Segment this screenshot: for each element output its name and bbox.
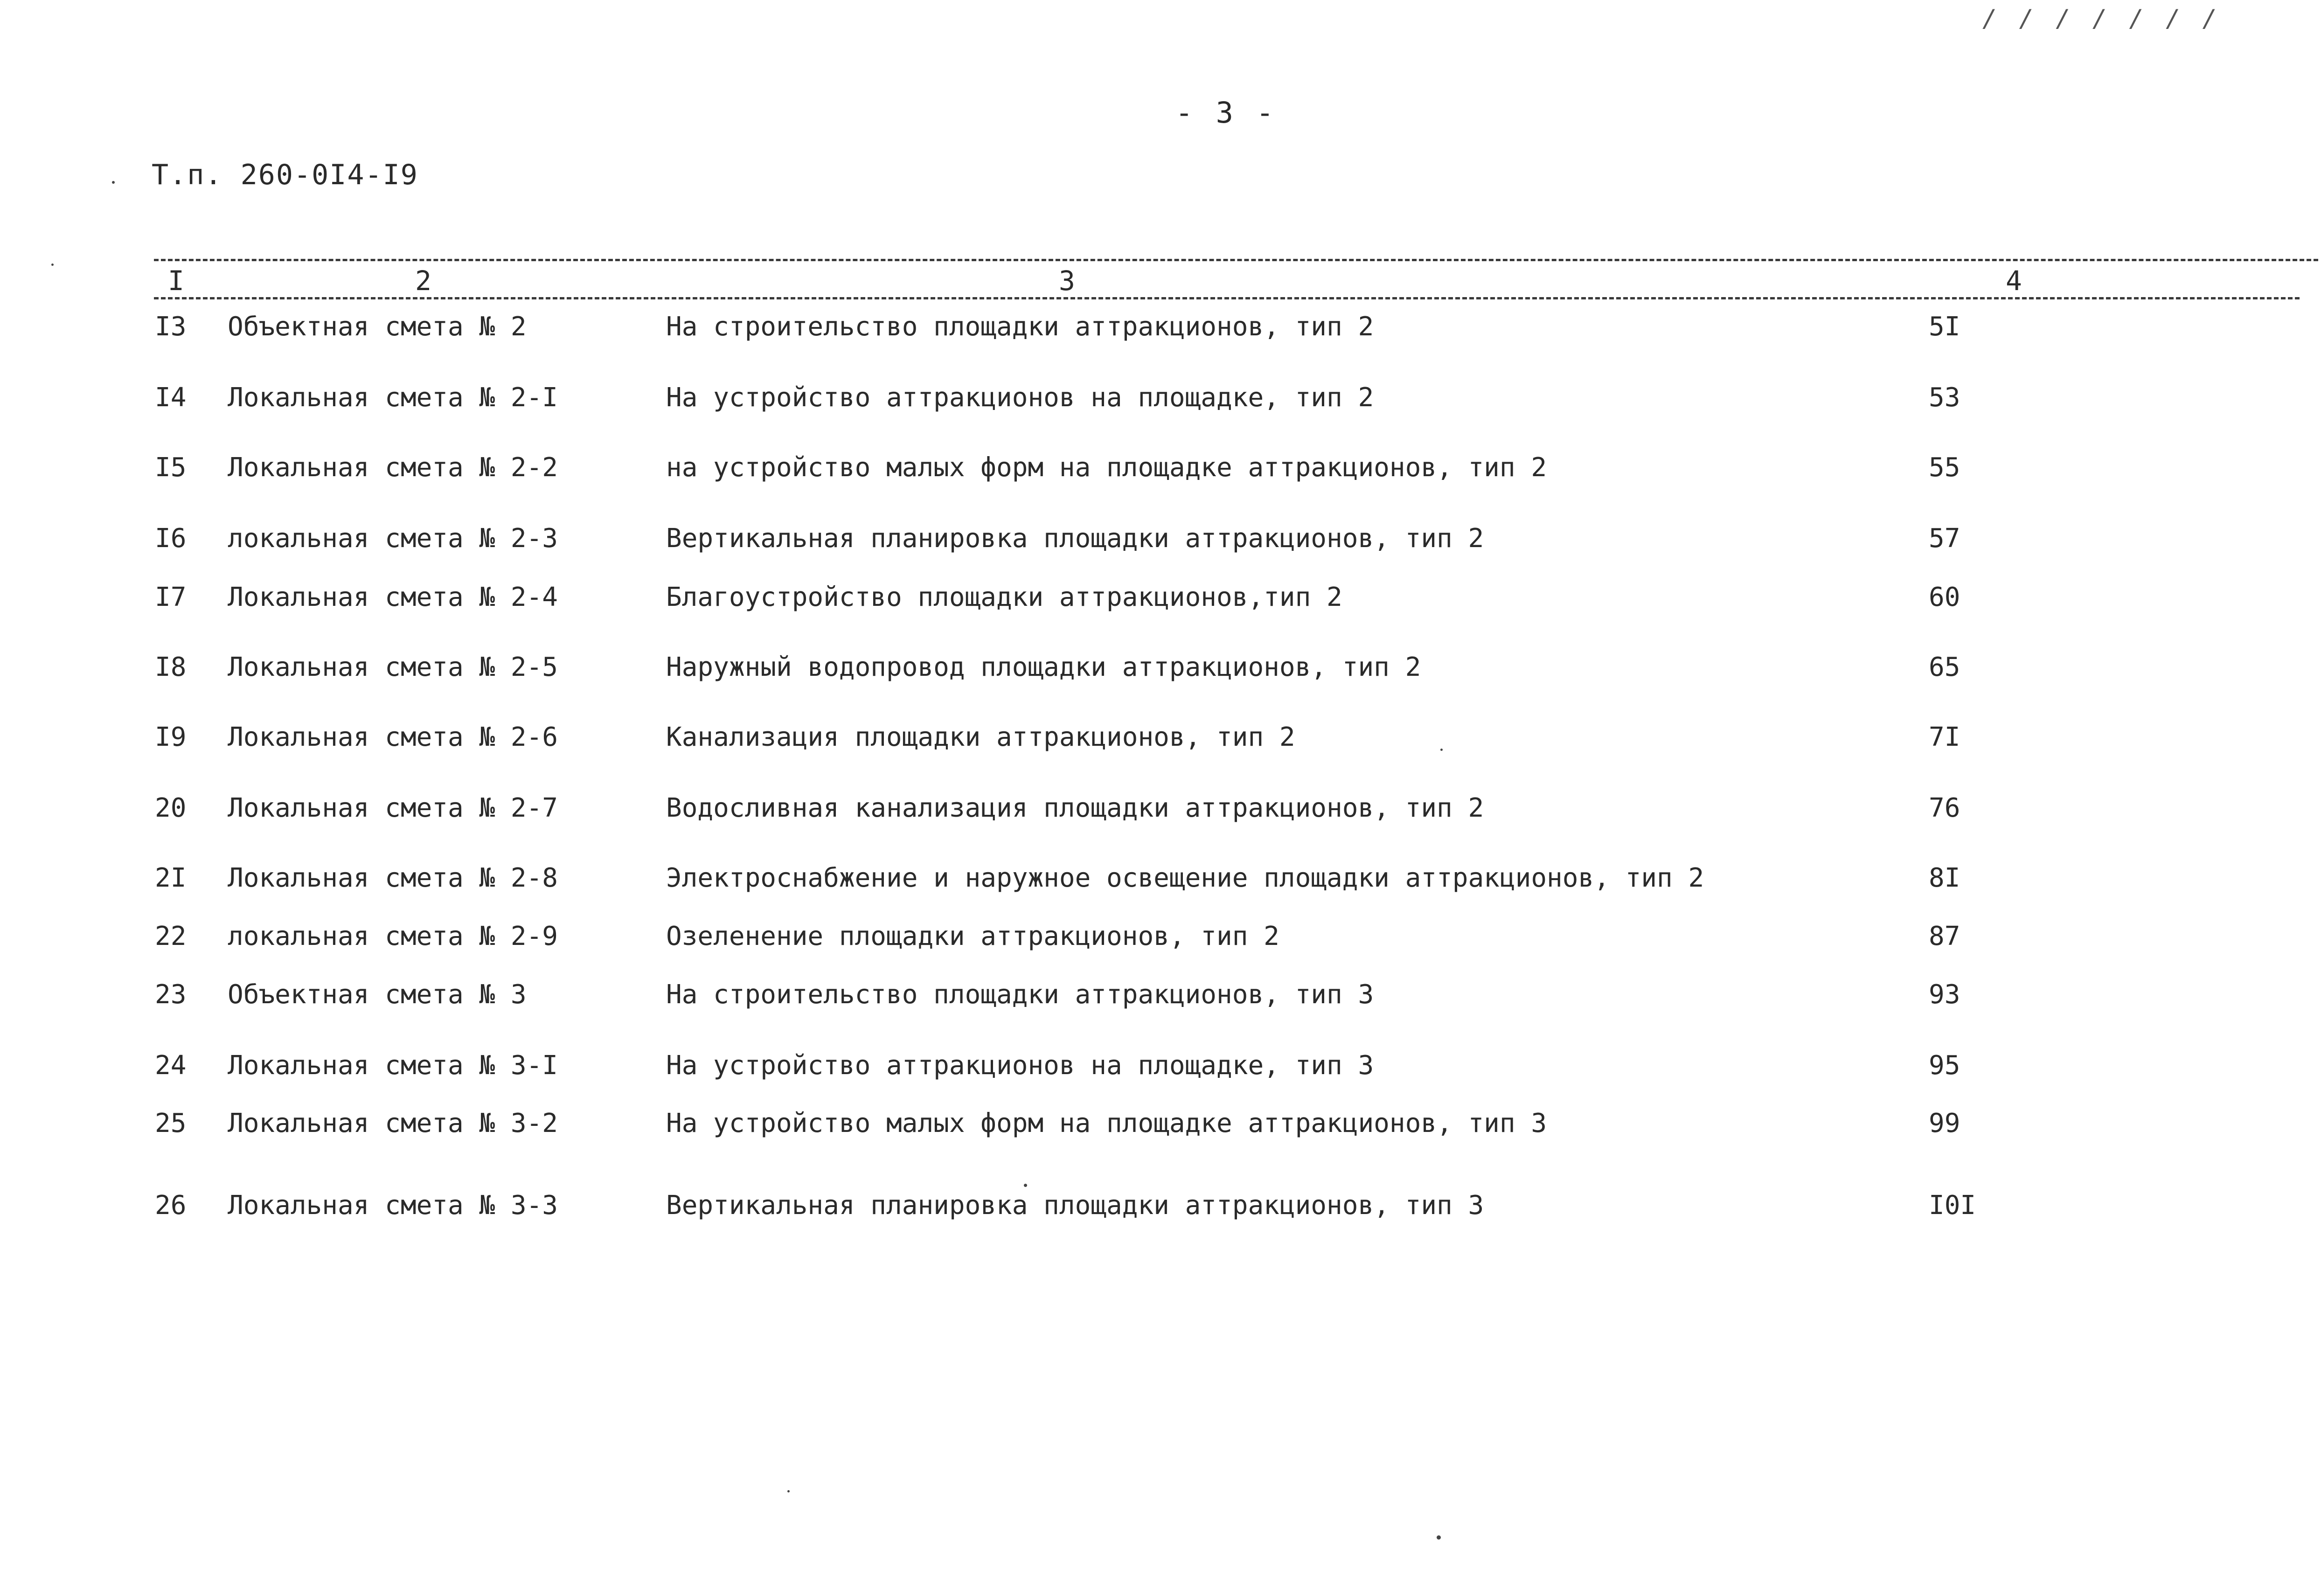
header-dash-line-top: [154, 259, 2318, 261]
table-row: [0, 652, 2321, 689]
row-number: I5: [155, 452, 187, 483]
column-header-1: I: [168, 265, 184, 297]
page-ref: 65: [1929, 652, 1960, 682]
estimate-description: На строительство площадки аттракционов, тип 3: [666, 979, 1374, 1010]
page-ref: 99: [1929, 1108, 1960, 1138]
scan-speck: [787, 1490, 790, 1492]
table-row: [0, 382, 2321, 420]
row-number: I6: [155, 523, 187, 554]
table-row: [0, 452, 2321, 490]
page-ref: 53: [1929, 382, 1960, 413]
page-ref: 5I: [1929, 312, 1960, 342]
table-row: [0, 1108, 2321, 1145]
estimate-type: Объектная смета № 3: [228, 979, 527, 1010]
estimate-type: Локальная смета № 3-3: [228, 1190, 558, 1221]
estimate-description: Канализация площадки аттракционов, тип 2: [666, 722, 1295, 752]
table-row: [0, 793, 2321, 830]
estimate-description: на устройство малых форм на площадке аттракционов, тип 2: [666, 452, 1547, 483]
column-header-4: 4: [2006, 265, 2022, 297]
scan-speck: [51, 264, 54, 266]
scan-speck: [1440, 749, 1443, 751]
row-number: I9: [155, 722, 187, 752]
estimate-type: Локальная смета № 2-6: [228, 722, 558, 752]
page-ref: 7I: [1929, 722, 1960, 752]
row-number: 26: [155, 1190, 187, 1221]
row-number: 23: [155, 979, 187, 1010]
page-ref: 95: [1929, 1050, 1960, 1081]
row-number: 2I: [155, 863, 187, 893]
page-ref: 87: [1929, 921, 1960, 951]
row-number: I8: [155, 652, 187, 682]
estimate-description: На устройство аттракционов на площадке, тип 3: [666, 1050, 1374, 1081]
table-row: [0, 921, 2321, 958]
header-dash-line-bottom: [154, 297, 2300, 299]
page-ref: 8I: [1929, 863, 1960, 893]
estimate-description: Вертикальная планировка площадки аттракционов, тип 3: [666, 1190, 1484, 1221]
row-number: I4: [155, 382, 187, 413]
table-row: [0, 863, 2321, 900]
estimate-description: На устройство малых форм на площадке аттракционов, тип 3: [666, 1108, 1547, 1138]
page-ref: 55: [1929, 452, 1960, 483]
row-number: I7: [155, 582, 187, 612]
table-row: [0, 1050, 2321, 1088]
page-ref: 60: [1929, 582, 1960, 612]
estimate-type: Локальная смета № 3-I: [228, 1050, 558, 1081]
column-header-3: 3: [1059, 265, 1075, 297]
estimate-type: Локальная смета № 2-5: [228, 652, 558, 682]
estimate-type: Локальная смета № 2-7: [228, 793, 558, 823]
corner-mark: / / / / / / /: [1982, 5, 2221, 33]
column-header-2: 2: [415, 265, 431, 297]
estimate-type: локальная смета № 2-3: [228, 523, 558, 554]
row-number: 24: [155, 1050, 187, 1081]
estimate-type: Локальная смета № 2-4: [228, 582, 558, 612]
page-ref: 76: [1929, 793, 1960, 823]
estimate-type: Локальная смета № 3-2: [228, 1108, 558, 1138]
table-row: [0, 1190, 2321, 1228]
estimate-description: Водосливная канализация площадки аттракционов, тип 2: [666, 793, 1484, 823]
estimate-type: локальная смета № 2-9: [228, 921, 558, 951]
table-row: [0, 582, 2321, 619]
row-number: 22: [155, 921, 187, 951]
page-ref: I0I: [1929, 1190, 1976, 1221]
estimate-type: Локальная смета № 2-I: [228, 382, 558, 413]
scan-speck: [1437, 1535, 1441, 1540]
estimate-description: На строительство площадки аттракционов, тип 2: [666, 312, 1374, 342]
estimate-description: Вертикальная планировка площадки аттракционов, тип 2: [666, 523, 1484, 554]
scan-speck: [112, 181, 115, 184]
table-row: [0, 523, 2321, 561]
page-number: - 3 -: [1175, 96, 1277, 130]
estimate-description: Электроснабжение и наружное освещение площадки аттракционов, тип 2: [666, 863, 1704, 893]
estimate-type: Объектная смета № 2: [228, 312, 527, 342]
estimate-type: Локальная смета № 2-8: [228, 863, 558, 893]
table-row: [0, 722, 2321, 759]
row-number: 25: [155, 1108, 187, 1138]
page-ref: 93: [1929, 979, 1960, 1010]
estimate-description: Наружный водопровод площадки аттракционов, тип 2: [666, 652, 1421, 682]
table-row: [0, 312, 2321, 349]
estimate-description: Озеленение площадки аттракционов, тип 2: [666, 921, 1279, 951]
estimate-description: Благоустройство площадки аттракционов,тип 2: [666, 582, 1342, 612]
row-number: 20: [155, 793, 187, 823]
scan-speck: [1024, 1184, 1027, 1187]
page-ref: 57: [1929, 523, 1960, 554]
estimate-description: На устройство аттракционов на площадке, тип 2: [666, 382, 1374, 413]
table-row: [0, 979, 2321, 1017]
estimate-type: Локальная смета № 2-2: [228, 452, 558, 483]
row-number: I3: [155, 312, 187, 342]
document-code: Т.п. 260-0I4-I9: [152, 159, 418, 191]
